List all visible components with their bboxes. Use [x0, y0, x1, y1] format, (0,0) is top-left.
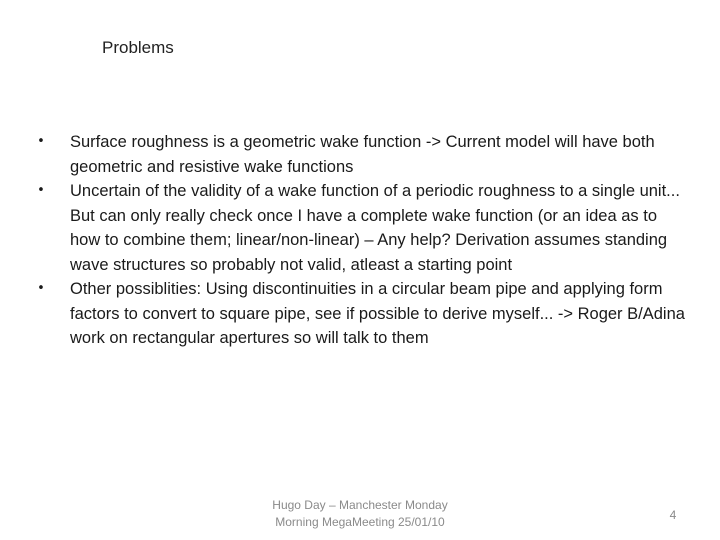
bullet-item: [30, 130, 685, 179]
footer-line: Hugo Day – Manchester Monday: [272, 498, 448, 512]
footer-line: Morning MegaMeeting 25/01/10: [275, 515, 445, 529]
bullet-icon: •: [37, 281, 45, 296]
bullet-text: Surface roughness is a geometric wake function -> Current model will have both geometric and resistive wake functions: [70, 133, 655, 176]
bullet-list: [30, 130, 685, 351]
bullet-text: Other possiblities: Using discontinuities in a circular beam pipe and applying form factors to convert to square pipe, see if possible to derive myself... -> Roger B/Adina work on rectangular apertures so will talk to them: [70, 280, 685, 347]
page-number: 4: [669, 508, 677, 522]
slide-title: Problems: [102, 38, 174, 57]
bullet-text: Uncertain of the validity of a wake function of a periodic roughness to a single unit... But can only really check once I have a complete wake function (or an idea as to how to combine them; linear/non-linear) – Any help? Derivation assumes standing wave structures so probably not valid, atleast a starting point: [70, 182, 680, 274]
bullet-item: [30, 277, 685, 351]
bullet-icon: •: [37, 183, 45, 198]
slide-footer: [246, 497, 474, 531]
bullet-icon: •: [37, 134, 45, 149]
bullet-item: [30, 179, 685, 277]
